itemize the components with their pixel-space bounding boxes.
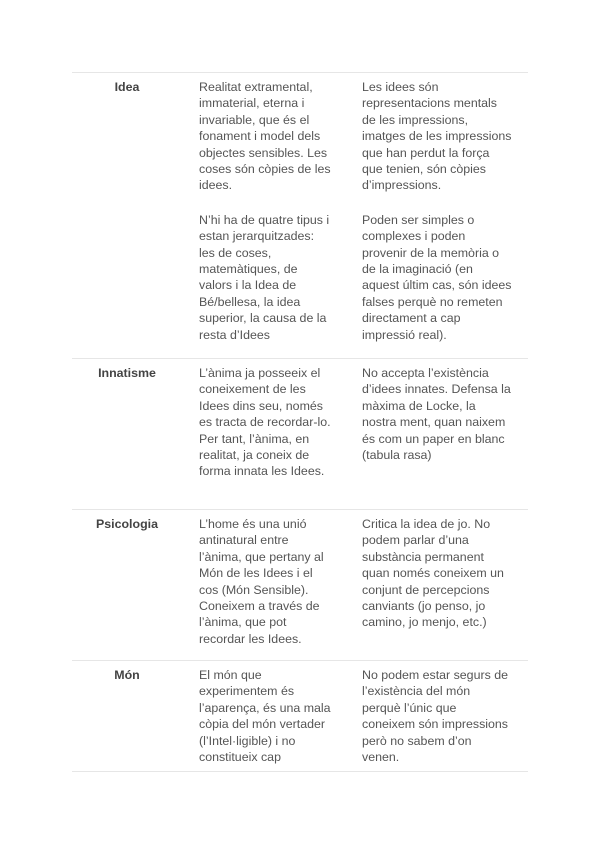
table-row-idea — [72, 72, 528, 358]
hume-cell — [362, 365, 512, 463]
row-term: Psicologia — [96, 517, 158, 531]
plato-cell — [199, 516, 331, 647]
hume-cell — [362, 516, 512, 631]
cell-paragraph: Les idees són representacions mentals de les impressions, imatges de les impressions que han perdut la força que tenien, són còpies d’impressions. — [362, 80, 512, 193]
cell-paragraph: Poden ser simples o complexes i poden provenir de la memòria o de la imaginació (en aquest últim cas, són idees falses perquè no remeten directament a cap impressió real). — [362, 212, 512, 342]
cell-paragraph: L’ànima ja posseeix el coneixement de les Idees dins seu, només es tracta de recordar-lo. Per tant, l’ànima, en realitat, ja coneix de forma innata les Idees. — [199, 366, 331, 479]
table-row-mon — [72, 660, 528, 772]
row-term: Innatisme — [98, 366, 156, 380]
hume-cell — [362, 79, 512, 343]
cell-paragraph: L’home és una unió antinatural entre l’ànima, que pertany al Món de les Idees i el cos (Món Sensible). Coneixem a través de l’ànima, que pot recordar les Idees. — [199, 517, 324, 646]
cell-paragraph: No podem estar segurs de l’existència del món perquè l’únic que coneixem són impressions però no sabem d’on venen. — [362, 668, 509, 765]
cell-paragraph: Realitat extramental, immaterial, eterna i invariable, que és el fonament i model dels objectes sensibles. Les coses són còpies de les idees. — [199, 80, 331, 193]
table-row-psicologia — [72, 509, 528, 660]
plato-cell — [199, 365, 331, 480]
cell-paragraph: Critica la idea de jo. No podem parlar d’una substància permanent quan només coneixem un conjunt de percepcions canviants (jo penso, jo camino, jo menjo, etc.) — [362, 517, 504, 630]
plato-cell — [199, 667, 331, 765]
table-row-innatisme — [72, 358, 528, 509]
row-term: Món — [114, 668, 140, 682]
cell-paragraph: N’hi ha de quatre tipus i estan jerarquitzades: les de coses, matemàtiques, de valors i la Idea de Bé/bellesa, la idea superior, la causa de la resta d’Idees — [199, 212, 330, 342]
cell-paragraph: No accepta l’existència d’idees innates. Defensa la màxima de Locke, la nostra ment, quan naixem és com un paper en blanc (tabula rasa) — [362, 366, 511, 463]
row-term: Idea — [114, 80, 140, 94]
plato-cell — [199, 79, 331, 343]
comparison-table — [72, 72, 528, 772]
hume-cell — [362, 667, 512, 765]
cell-paragraph: El món que experimentem és l’aparença, és una mala còpia del món vertader (l’Intel·ligible) i no constitueix cap — [199, 668, 331, 765]
